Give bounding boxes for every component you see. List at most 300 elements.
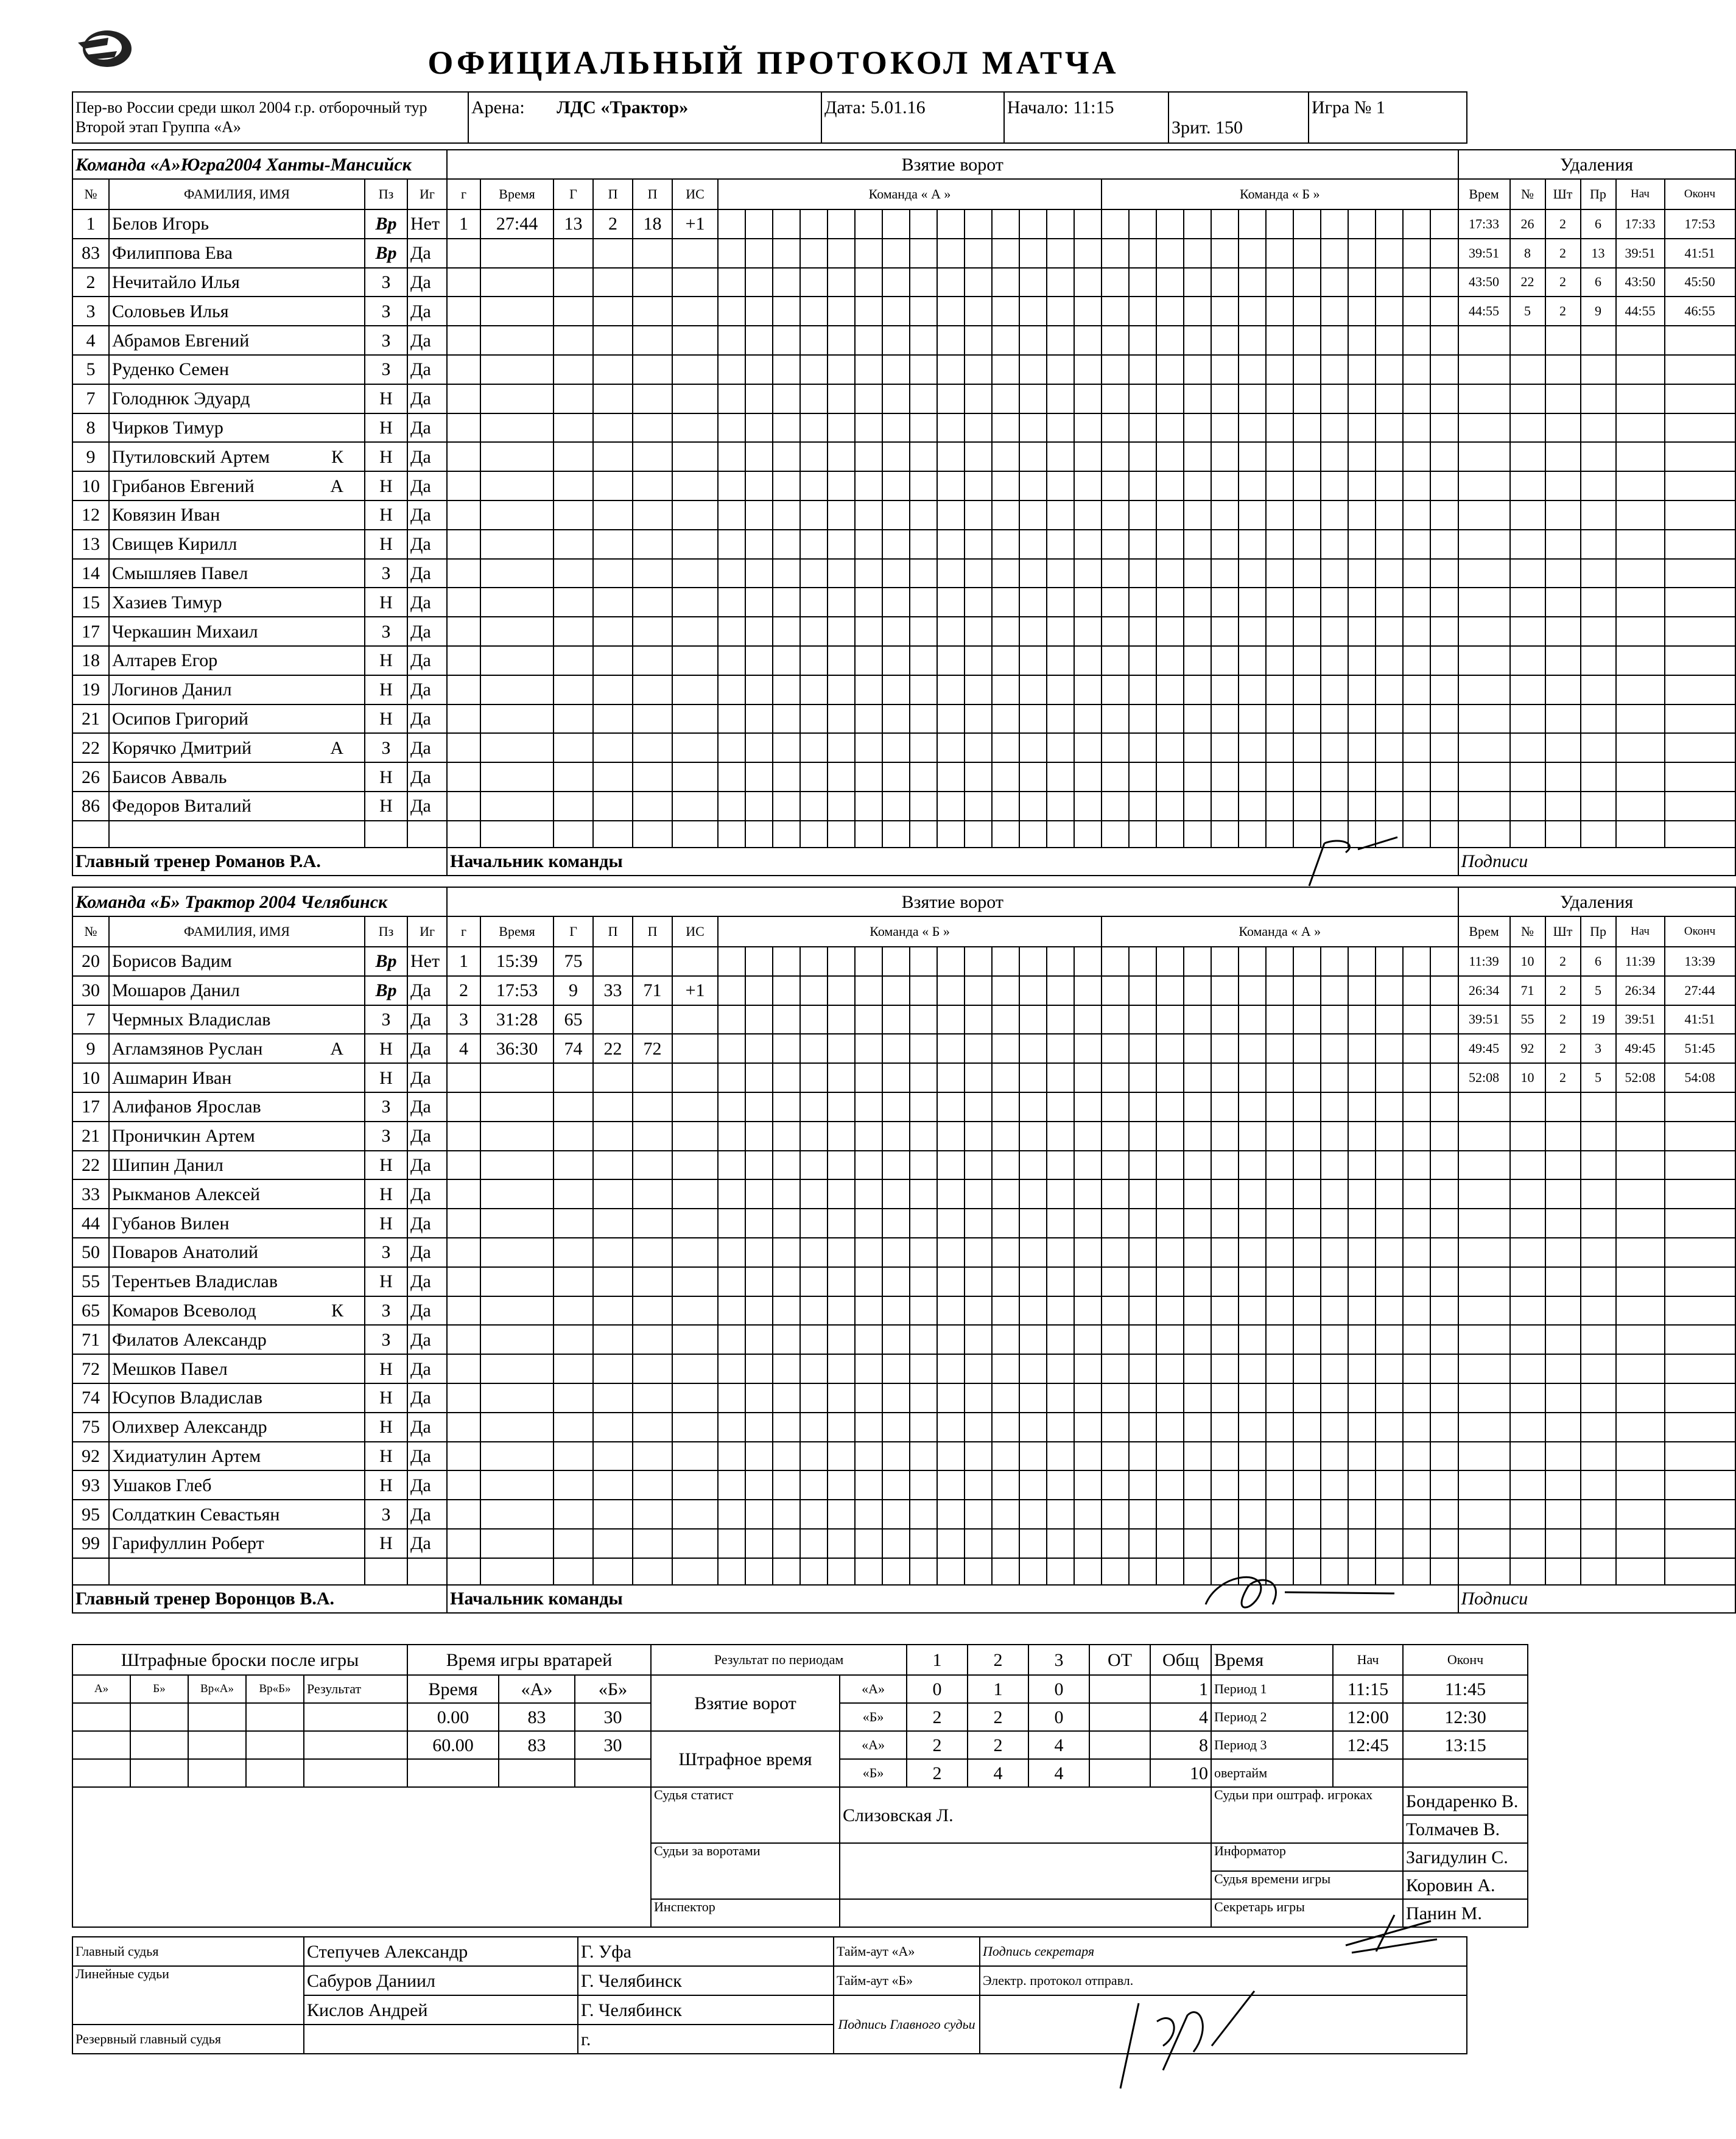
stat-label: Судья статист [651, 1787, 840, 1843]
player-name-text: Чермных Владислав [112, 1009, 271, 1030]
penalty-no [1510, 792, 1545, 821]
grid-cell [1376, 588, 1403, 617]
grid-cell [1266, 1122, 1293, 1151]
gk-col-b: «Б» [575, 1675, 651, 1703]
grid-cell [1403, 947, 1430, 976]
team_b-pen-col-header-5: Оконч [1665, 916, 1735, 947]
period-time-start: 12:45 [1333, 1731, 1403, 1759]
grid-cell [1321, 1092, 1348, 1122]
table-row [72, 209, 1735, 239]
grid-cell [1156, 239, 1184, 268]
goal-a1 [593, 704, 633, 734]
player-plays: Да [407, 762, 447, 792]
grid-cell [1376, 1500, 1403, 1529]
goal-time [480, 1296, 553, 1326]
grid-cell [593, 821, 633, 848]
goal-is [672, 1354, 718, 1383]
goal-is [672, 1529, 718, 1558]
table-row [72, 355, 1735, 384]
player-position: Н [365, 1179, 407, 1209]
grid-cell [937, 239, 965, 268]
penalty-code: 3 [1581, 1034, 1616, 1063]
goal-time [480, 617, 553, 646]
goal-n [447, 1122, 480, 1151]
grid-cell [910, 733, 937, 762]
grid-cell [1184, 1413, 1211, 1442]
penalty-start [1616, 413, 1665, 443]
grid-cell [1047, 501, 1074, 530]
player-plays: Да [407, 1354, 447, 1383]
grid-cell [1156, 1209, 1184, 1238]
grid-cell [1403, 1092, 1430, 1122]
goal-a2 [633, 1325, 672, 1354]
grid-cell [745, 1383, 773, 1413]
grid-cell [882, 1529, 910, 1558]
penalty-end [1665, 1470, 1735, 1500]
goal-is [672, 471, 718, 501]
penalty-end [1665, 1122, 1735, 1151]
player-number: 8 [72, 413, 109, 443]
goal-n [447, 1325, 480, 1354]
goal-time [480, 442, 553, 471]
grid-cell [1211, 588, 1239, 617]
player-plays: Да [407, 1092, 447, 1122]
grid-cell [1019, 675, 1047, 704]
grid-cell [1321, 617, 1348, 646]
grid-cell [937, 530, 965, 559]
grid-cell [1403, 1122, 1430, 1151]
player-plays: Да [407, 1296, 447, 1326]
team_a-title: Команда «А»Югра2004 Ханты-Мансийск [72, 150, 447, 179]
grid-cell [1348, 501, 1376, 530]
grid-cell [1403, 1063, 1430, 1092]
grid-cell [1047, 1442, 1074, 1471]
grid-cell [1348, 326, 1376, 355]
player-number: 21 [72, 704, 109, 734]
table-row [72, 326, 1735, 355]
grid-cell [1321, 1151, 1348, 1180]
player-position: З [365, 1005, 407, 1034]
penalty-code [1581, 762, 1616, 792]
grid-cell [72, 1703, 130, 1731]
player-name-text: Гарифуллин Роберт [112, 1533, 264, 1554]
grid-cell [965, 1354, 992, 1383]
grid-cell [1074, 821, 1102, 848]
grid-cell [1102, 1238, 1129, 1267]
penalty-min [1545, 1179, 1581, 1209]
grid-cell [1156, 471, 1184, 501]
goal-is [672, 617, 718, 646]
grid-cell [1102, 1267, 1129, 1296]
player-number: 50 [72, 1238, 109, 1267]
grid-cell [1074, 559, 1102, 588]
grid-cell [1266, 1005, 1293, 1034]
grid-cell [1376, 442, 1403, 471]
grid-cell [800, 1092, 828, 1122]
goal-g [553, 1500, 593, 1529]
grid-cell [718, 1354, 745, 1383]
grid-cell [1321, 646, 1348, 675]
penalty-time [1458, 733, 1510, 762]
grid-cell [965, 1092, 992, 1122]
team_a-col-header-team2: Команда « Б » [1102, 179, 1458, 209]
player-name [109, 1383, 365, 1413]
grid-cell [1321, 530, 1348, 559]
player-name-text: Шипин Данил [112, 1154, 223, 1175]
grid-cell [1403, 792, 1430, 821]
goal-is [672, 947, 718, 976]
grid-cell [745, 239, 773, 268]
date-label: Дата: [824, 97, 866, 118]
goal-n: 2 [447, 976, 480, 1005]
grid-cell [800, 501, 828, 530]
player-name-text: Хидиатулин Артем [112, 1445, 261, 1466]
grid-cell [1403, 762, 1430, 792]
linesman-2-city: Г. Челябинск [578, 1995, 834, 2025]
grid-cell [1293, 530, 1321, 559]
grid-cell [1102, 976, 1129, 1005]
grid-cell [773, 1442, 800, 1471]
grid-cell [1047, 268, 1074, 297]
grid-cell [1403, 1442, 1430, 1471]
goal-a2 [633, 1442, 672, 1471]
grid-cell [828, 209, 855, 239]
grid-cell [882, 384, 910, 413]
grid-cell [1348, 1005, 1376, 1034]
goal-time [480, 1151, 553, 1180]
penalty-no [1510, 355, 1545, 384]
grid-cell [1156, 1122, 1184, 1151]
penalty-end [1665, 413, 1735, 443]
player-name-text: Логинов Данил [112, 680, 232, 700]
penalty-code: 6 [1581, 268, 1616, 297]
grid-cell [1019, 1413, 1047, 1442]
player-name [109, 1296, 365, 1326]
period-value: 4 [1028, 1731, 1089, 1759]
grid-cell [882, 762, 910, 792]
grid-cell [855, 1558, 882, 1585]
player-plays: Да [407, 297, 447, 326]
grid-cell [1129, 1383, 1156, 1413]
grid-cell [718, 1209, 745, 1238]
penalty-time [1458, 559, 1510, 588]
goal-n [447, 501, 480, 530]
grid-cell [1348, 384, 1376, 413]
grid-cell [1293, 704, 1321, 734]
grid-cell [1129, 355, 1156, 384]
grid-cell [1403, 1238, 1430, 1267]
player-name-text: Корячко Дмитрий [112, 737, 252, 758]
grid-cell [745, 1558, 773, 1585]
grid-cell [1430, 442, 1458, 471]
grid-cell [855, 588, 882, 617]
grid-cell [718, 675, 745, 704]
period-value: 2 [907, 1703, 968, 1731]
penalty-end: 17:53 [1665, 209, 1735, 239]
period-value: 2 [968, 1703, 1028, 1731]
grid-cell [828, 413, 855, 443]
grid-cell [718, 209, 745, 239]
grid-cell [1430, 1209, 1458, 1238]
grid-cell [633, 821, 672, 848]
grid-cell [1074, 1151, 1102, 1180]
goal-a2 [633, 1413, 672, 1442]
gk-a: 83 [499, 1731, 575, 1759]
grid-cell [1430, 617, 1458, 646]
grid-cell [1129, 1354, 1156, 1383]
penalty-end [1665, 1267, 1735, 1296]
goal-a2 [633, 675, 672, 704]
player-plays: Да [407, 617, 447, 646]
grid-cell [937, 209, 965, 239]
grid-cell [965, 1179, 992, 1209]
penalty-no: 92 [1510, 1034, 1545, 1063]
grid-cell [800, 268, 828, 297]
grid-cell [828, 1151, 855, 1180]
grid-cell [855, 1383, 882, 1413]
grid-cell [1156, 588, 1184, 617]
grid-cell [855, 297, 882, 326]
player-name [109, 947, 365, 976]
grid-cell [1047, 209, 1074, 239]
grid-cell [965, 239, 992, 268]
penalty-no [1510, 1151, 1545, 1180]
grid-cell [1019, 530, 1047, 559]
grid-cell [882, 976, 910, 1005]
player-plays: Да [407, 1442, 447, 1471]
player-position: Н [365, 675, 407, 704]
grid-cell [718, 530, 745, 559]
grid-cell [1266, 1092, 1293, 1122]
goal-g [553, 762, 593, 792]
grid-cell [745, 704, 773, 734]
grid-cell [828, 617, 855, 646]
grid-cell [1047, 976, 1074, 1005]
player-name [109, 1267, 365, 1296]
grid-cell [1403, 501, 1430, 530]
grid-cell [1293, 762, 1321, 792]
grid-cell [1184, 1005, 1211, 1034]
grid-cell [1403, 1151, 1430, 1180]
grid-cell [1293, 471, 1321, 501]
goal-time [480, 1529, 553, 1558]
grid-cell [882, 471, 910, 501]
grid-cell [1047, 1325, 1074, 1354]
grid-cell [1430, 1470, 1458, 1500]
player-role: К [331, 1300, 343, 1321]
grid-cell [1019, 733, 1047, 762]
goal-g [553, 471, 593, 501]
goal-time [480, 1209, 553, 1238]
grid-cell [1184, 413, 1211, 443]
player-number: 21 [72, 1122, 109, 1151]
grid-cell [1129, 1005, 1156, 1034]
grid-cell [1156, 1354, 1184, 1383]
grid-cell [407, 821, 447, 848]
grid-cell [855, 1179, 882, 1209]
goal-time [480, 268, 553, 297]
grid-cell [882, 617, 910, 646]
grid-cell [992, 588, 1019, 617]
grid-cell [1266, 559, 1293, 588]
goal-a2 [633, 1005, 672, 1034]
period-time-end: 12:30 [1403, 1703, 1528, 1731]
grid-cell [1321, 442, 1348, 471]
goal-a2 [633, 530, 672, 559]
grid-cell [828, 1122, 855, 1151]
goal-is [672, 1034, 718, 1063]
grid-cell [1047, 471, 1074, 501]
goal-is [672, 646, 718, 675]
penalty-min [1545, 1122, 1581, 1151]
penalty-code [1581, 530, 1616, 559]
grid-cell [882, 704, 910, 734]
penalty-start [1616, 1179, 1665, 1209]
penalty-time [1458, 617, 1510, 646]
period-value: 2 [907, 1731, 968, 1759]
goal-g [553, 326, 593, 355]
grid-cell [992, 1238, 1019, 1267]
penalty-end [1665, 355, 1735, 384]
goal-time [480, 1325, 553, 1354]
grid-cell [855, 733, 882, 762]
penalty-min [1545, 1267, 1581, 1296]
penalty-min [1545, 1413, 1581, 1442]
grid-cell [910, 471, 937, 501]
goal-is [672, 1092, 718, 1122]
grid-cell [773, 762, 800, 792]
grid-cell [1211, 297, 1239, 326]
penalty-start [1616, 1354, 1665, 1383]
grid-cell [1376, 1529, 1403, 1558]
goal-g: 13 [553, 209, 593, 239]
grid-cell [1156, 413, 1184, 443]
penalty-no [1510, 559, 1545, 588]
grid-cell [1239, 1267, 1266, 1296]
grid-cell [1184, 471, 1211, 501]
penalty-time [1458, 413, 1510, 443]
grid-cell [910, 1238, 937, 1267]
penalty-min: 2 [1545, 297, 1581, 326]
grid-cell [910, 617, 937, 646]
timekeeper-value: Коровин А. [1403, 1871, 1528, 1899]
grid-cell [1019, 1442, 1047, 1471]
grid-cell [1348, 442, 1376, 471]
grid-cell [828, 646, 855, 675]
grid-cell [1074, 1470, 1102, 1500]
table-row [72, 821, 1735, 848]
grid-cell [1348, 1325, 1376, 1354]
grid-cell [1129, 501, 1156, 530]
grid-cell [1665, 821, 1735, 848]
grid-cell [1156, 792, 1184, 821]
grid-cell [1348, 762, 1376, 792]
grid-cell [1047, 384, 1074, 413]
grid-cell [800, 1034, 828, 1063]
grid-cell [1321, 1179, 1348, 1209]
grid-cell [1184, 1383, 1211, 1413]
grid-cell [992, 762, 1019, 792]
grid-cell [910, 1529, 937, 1558]
grid-cell [992, 355, 1019, 384]
arena-label: Арена: [471, 97, 525, 118]
team_a-col-header-3: Иг [407, 179, 447, 209]
timeout-a: Тайм-аут «А» [834, 1937, 980, 1966]
grid-cell [1211, 1500, 1239, 1529]
grid-cell [1376, 1005, 1403, 1034]
goal-time [480, 792, 553, 821]
grid-cell [1239, 413, 1266, 443]
grid-cell [1239, 297, 1266, 326]
grid-cell [773, 239, 800, 268]
player-name [109, 1005, 365, 1034]
goal-is [672, 733, 718, 762]
grid-cell [1376, 704, 1403, 734]
goal-n [447, 384, 480, 413]
penalty-code: 13 [1581, 239, 1616, 268]
grid-cell [745, 976, 773, 1005]
grid-cell [1376, 530, 1403, 559]
grid-cell [1321, 297, 1348, 326]
grid-cell [1102, 530, 1129, 559]
grid-cell [965, 947, 992, 976]
grid-cell [965, 1442, 992, 1471]
document-title: ОФИЦИАЛЬНЫЙ ПРОТОКОЛ МАТЧА [427, 44, 1119, 81]
penalty-time [1458, 1354, 1510, 1383]
grid-cell [447, 821, 480, 848]
grid-cell [1348, 1529, 1376, 1558]
grid-cell [1348, 1151, 1376, 1180]
grid-cell [1266, 268, 1293, 297]
penalty-min [1545, 413, 1581, 443]
penalty-end [1665, 1092, 1735, 1122]
penalty-end [1665, 384, 1735, 413]
grid-cell [1156, 1413, 1184, 1442]
player-name-text: Мошаров Данил [112, 980, 240, 1001]
player-plays: Да [407, 413, 447, 443]
grid-cell [1293, 1005, 1321, 1034]
goal-a2 [633, 559, 672, 588]
grid-cell [1348, 1413, 1376, 1442]
goal-n: 1 [447, 209, 480, 239]
grid-cell [1266, 762, 1293, 792]
grid-cell [1239, 1122, 1266, 1151]
player-number: 20 [72, 947, 109, 976]
grid-cell [1211, 1413, 1239, 1442]
penalty-end [1665, 762, 1735, 792]
grid-cell [882, 1354, 910, 1383]
grid-cell [1019, 617, 1047, 646]
player-position: Н [365, 501, 407, 530]
grid-cell [1047, 792, 1074, 821]
grid-cell [745, 675, 773, 704]
goal-g [553, 1442, 593, 1471]
grid-cell [800, 1179, 828, 1209]
player-plays: Да [407, 704, 447, 734]
player-position: З [365, 1325, 407, 1354]
team_b-title-row [72, 887, 1735, 916]
grid-cell [718, 1005, 745, 1034]
grid-cell [965, 792, 992, 821]
player-name [109, 1442, 365, 1471]
penalty-code [1581, 1296, 1616, 1326]
grid-cell [1211, 209, 1239, 239]
goal-n [447, 1296, 480, 1326]
period-value: 8 [1150, 1731, 1211, 1759]
penalty-time: 39:51 [1458, 1005, 1510, 1034]
player-plays: Да [407, 976, 447, 1005]
grid-cell [1239, 326, 1266, 355]
